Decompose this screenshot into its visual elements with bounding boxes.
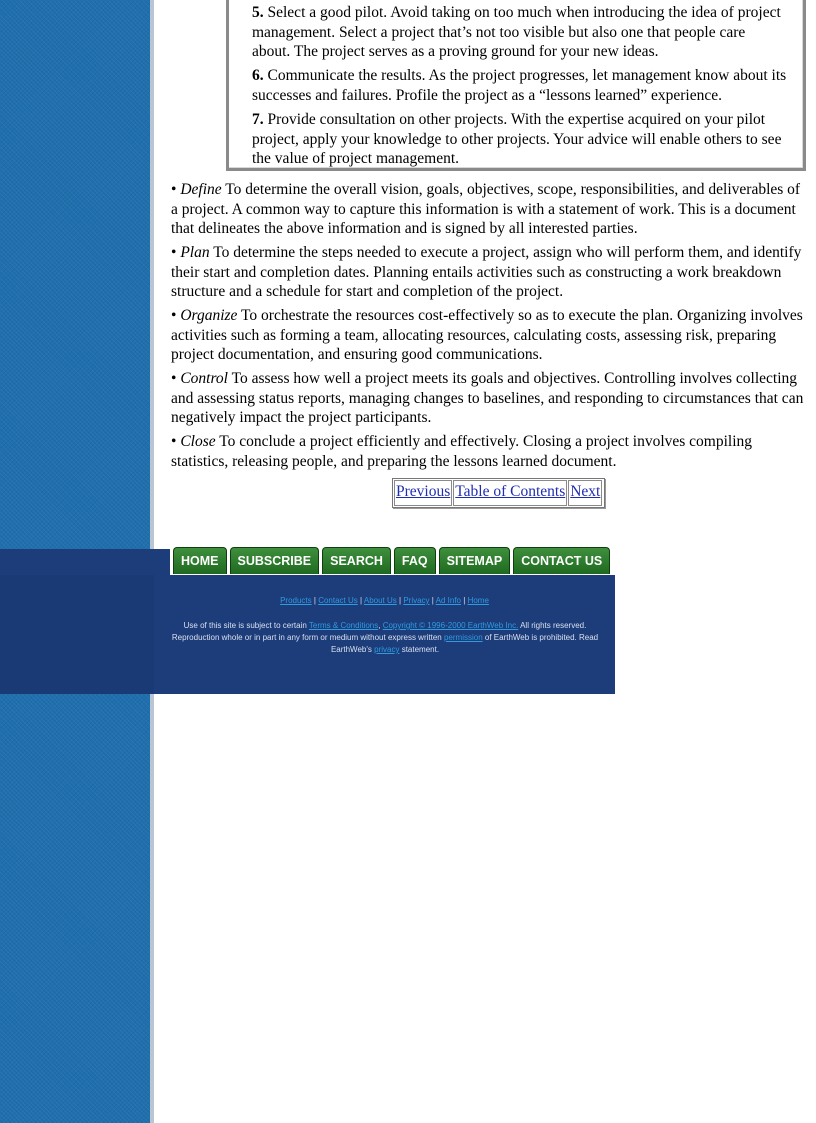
function-term: Control [180,370,228,387]
terms-link[interactable]: Terms & Conditions [308,621,379,630]
privacy-statement-link[interactable]: privacy [374,645,400,654]
function-close [171,432,807,471]
function-plan [171,243,807,302]
step-text: Select a good pilot. Avoid taking on too much when introducing the idea of project management. Select a project that’s not too visible but also one that people care about. The project serves as a proving ground for your new ideas. [252,4,781,60]
footer-link-contact-us[interactable]: Contact Us [318,596,358,605]
separator: | [399,596,402,605]
permission-link[interactable]: permission [443,633,483,642]
legal-text: statement. [399,645,440,654]
function-define [171,180,807,239]
footer-link-about-us[interactable]: About Us [363,596,397,605]
site-nav-tabs [173,547,613,575]
footer-link-privacy[interactable]: Privacy [403,596,430,605]
step-number: 6. [252,67,264,84]
function-text: To conclude a project efficiently and effectively. Closing a project involves compiling statistics, releasing people, and preparing the lessons learned document. [171,433,753,470]
footer-link-products[interactable]: Products [280,596,312,605]
bullet: • [171,307,177,324]
function-text: To determine the overall vision, goals, objectives, scope, responsibilities, and deliverables of a project. A common way to capture this information is with a statement of work. This is a document that delineates the above information and is signed by all interested parties. [171,181,801,237]
legal-text: , [378,621,383,630]
step-7 [252,110,787,169]
table-of-contents-link[interactable]: Table of Contents [453,480,567,506]
separator: | [463,596,466,605]
function-text: To orchestrate the resources cost-effectively so as to execute the plan. Organizing involves activities such as forming a team, allocating resources, calculating costs, assessing risk, preparing project documentation, and ensuring good communications. [171,307,803,363]
step-text: Provide consultation on other projects. With the expertise acquired on your pilot project, apply your knowledge to other projects. Your advice will enable others to see the value of project management. [252,111,782,167]
separator: | [360,596,363,605]
step-number: 7. [252,111,264,128]
tab-home[interactable]: HOME [173,547,227,574]
copyright-link[interactable]: Copyright © 1996-2000 EarthWeb Inc. [382,621,519,630]
legal-text: Use of this site is subject to certain [183,621,309,630]
previous-link[interactable]: Previous [394,480,452,506]
separator: | [313,596,316,605]
bullet: • [171,181,177,198]
tab-contact-us[interactable]: CONTACT US [513,547,610,574]
function-term: Close [180,433,216,450]
step-5 [252,3,787,62]
page-navigation [392,478,605,508]
footer-band [0,549,170,576]
tab-subscribe[interactable]: SUBSCRIBE [230,547,320,574]
tab-search[interactable]: SEARCH [322,547,391,574]
function-term: Plan [180,244,210,261]
function-text: To assess how well a project meets its goals and objectives. Controlling involves collecting and assessing status reports, managing changes to baselines, and responding to circumstances that can negatively impact the project participants. [171,370,804,426]
function-term: Organize [180,307,238,324]
tab-sitemap[interactable]: SITEMAP [439,547,511,574]
separator: | [431,596,434,605]
bullet: • [171,370,177,387]
footer-legal-text [160,620,610,656]
function-organize [171,306,807,365]
legal-text: of EarthWeb is prohibited. Read EarthWeb's [330,633,599,654]
footer-link-ad-info[interactable]: Ad Info [435,596,462,605]
footer-links [154,596,615,605]
footer-link-home[interactable]: Home [467,596,489,605]
tab-faq[interactable]: FAQ [394,547,436,574]
function-control [171,369,807,428]
step-number: 5. [252,4,264,21]
legal-text: All rights reserved. Reproduction whole or in part in any form or medium without express written [171,621,587,642]
function-text: To determine the steps needed to execute a project, assign who will perform them, and identify their start and completion dates. Planning entails activities such as constructing a work breakdown structure and a schedule for start and completion of the project. [171,244,802,300]
step-text: Communicate the results. As the project progresses, let management know about its successes and failures. Profile the project as a “lessons learned” experience. [252,67,787,104]
bullet: • [171,433,177,450]
function-term: Define [180,181,222,198]
step-6 [252,66,787,105]
bullet: • [171,244,177,261]
next-link[interactable]: Next [568,480,602,506]
